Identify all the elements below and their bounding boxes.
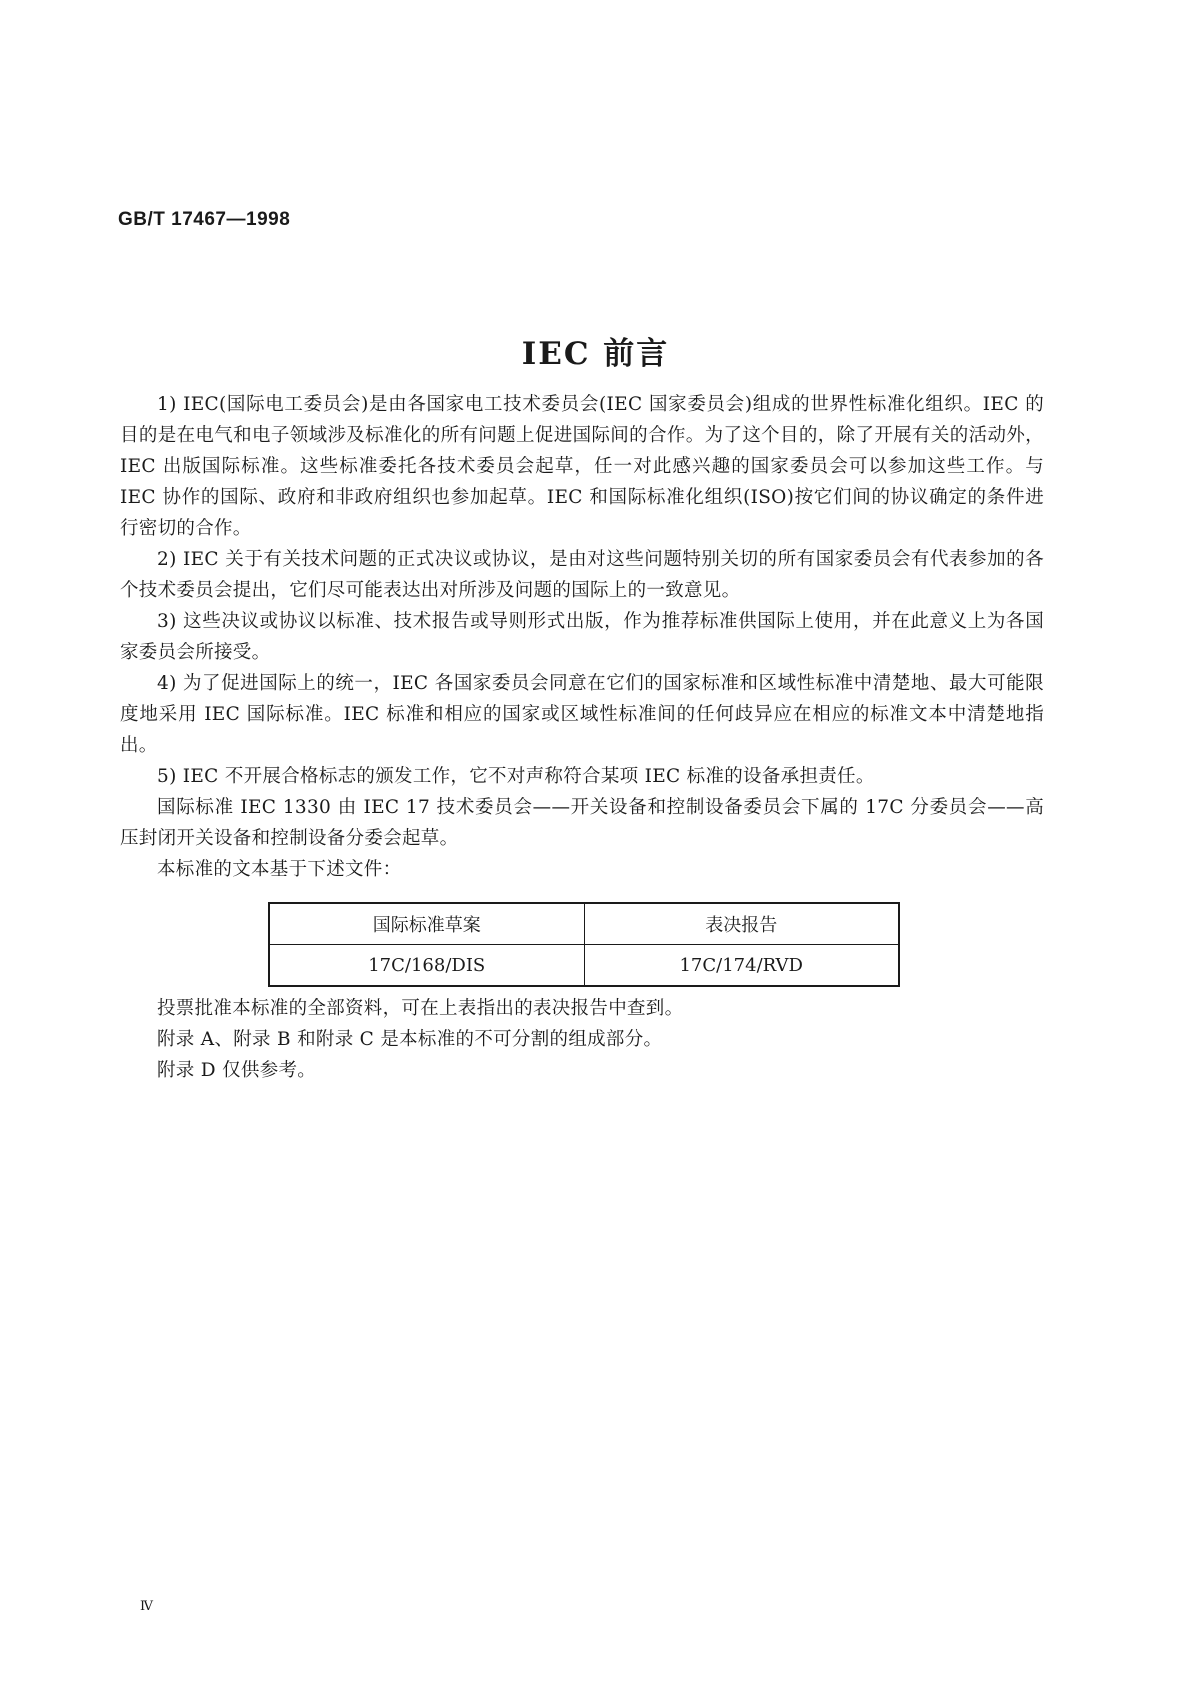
page-title: IEC 前言 [521, 336, 670, 372]
paragraph-3: 3) 这些决议或协议以标准、技术报告或导则形式出版，作为推荐标准供国际上使用，并在此意义上为各国家委员会所接受。 [120, 611, 1044, 663]
paragraph-2: 2) IEC 关于有关技术问题的正式决议或协议，是由对这些问题特别关切的所有国家委员会有代表参加的各个技术委员会提出，它们尽可能表达出对所涉及问题的国际上的一致意见。 [120, 549, 1044, 601]
paragraph-1: 1) IEC(国际电工委员会)是由各国家电工技术委员会(IEC 国家委员会)组成的世界性标准化组织。IEC 的目的是在电气和电子领域涉及标准化的所有问题上促进国际间的合作。为了这个目的，除了开展有关的活动外，IEC 出版国际标准。这些标准委托各技术委员会起草，任一对此感兴趣的国家委员会可以参加这些工作。与 IEC 协作的国际、政府和非政府组织也参加起草。IEC 和国际标准化组织(ISO)按它们间的协议确定的条件进行密切的合作。 [120, 394, 1044, 539]
table-header-draft: 国际标准草案 [269, 903, 584, 945]
table-header-vote-report: 表决报告 [584, 903, 899, 945]
standard-number: GB/T 17467—1998 [118, 209, 291, 230]
table-cell-draft: 17C/168/DIS [269, 945, 584, 987]
paragraph-documents-intro: 本标准的文本基于下述文件： [157, 859, 402, 880]
table-row [269, 945, 899, 987]
foreword-closing [120, 993, 1044, 1086]
documents-table [268, 902, 900, 987]
paragraph-5: 5) IEC 不开展合格标志的颁发工作，它不对声称符合某项 IEC 标准的设备承担责任。 [157, 766, 875, 787]
paragraph-4: 4) 为了促进国际上的统一，IEC 各国家委员会同意在它们的国家标准和区域性标准中清楚地、最大可能限度地采用 IEC 国际标准。IEC 标准和相应的国家或区域性标准间的任何歧异应在相应的标准文本中清楚地指出。 [120, 673, 1044, 756]
table-header-row [269, 903, 899, 945]
paragraph-informative-annex: 附录 D 仅供参考。 [157, 1060, 317, 1081]
paragraph-committee: 国际标准 IEC 1330 由 IEC 17 技术委员会——开关设备和控制设备委员会下属的 17C 分委员会——高压封闭开关设备和控制设备分委会起草。 [120, 797, 1044, 849]
page-number: Ⅳ [140, 1599, 153, 1614]
paragraph-voting-info: 投票批准本标准的全部资料，可在上表指出的表决报告中查到。 [157, 998, 684, 1019]
paragraph-normative-annexes: 附录 A、附录 B 和附录 C 是本标准的不可分割的组成部分。 [157, 1029, 663, 1050]
foreword-body [120, 389, 1044, 885]
table-cell-vote-report: 17C/174/RVD [584, 945, 899, 987]
